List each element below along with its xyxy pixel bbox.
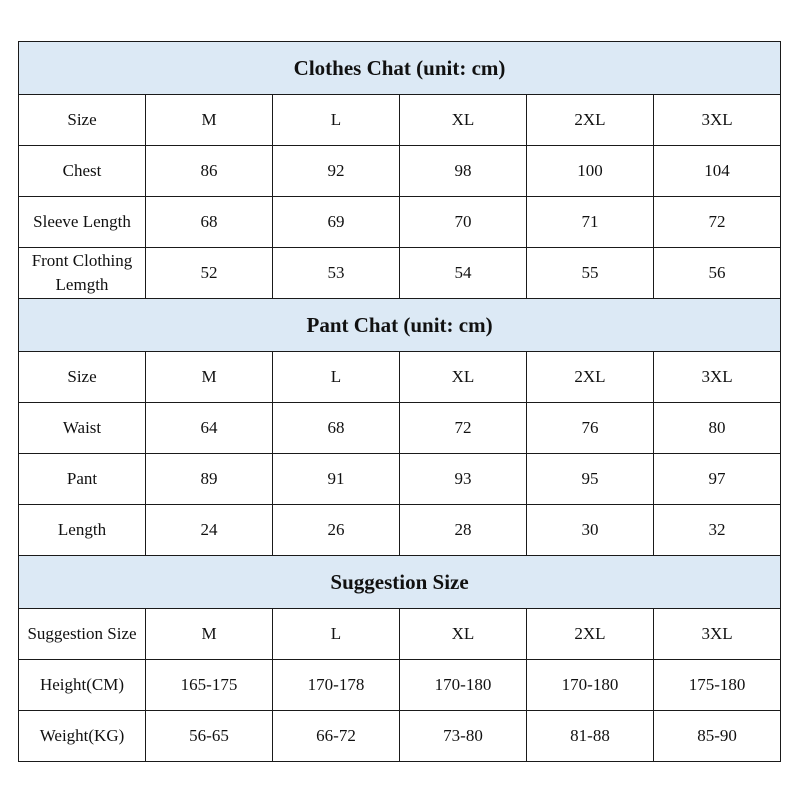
table-cell: 100 <box>527 146 654 197</box>
table-cell: 3XL <box>654 609 781 660</box>
table-cell: 24 <box>146 505 273 556</box>
table-row-waist <box>19 403 781 454</box>
table-cell: L <box>273 352 400 403</box>
table-cell: 68 <box>273 403 400 454</box>
table-cell: XL <box>400 609 527 660</box>
table-row-suggestion-size <box>19 609 781 660</box>
table-cell: 93 <box>400 454 527 505</box>
table-cell: 175-180 <box>654 660 781 711</box>
table-cell: 56-65 <box>146 711 273 762</box>
table-cell: 81-88 <box>527 711 654 762</box>
table-cell: 86 <box>146 146 273 197</box>
table-cell: M <box>146 352 273 403</box>
section-header-row <box>19 299 781 352</box>
row-label: Pant <box>19 454 146 505</box>
row-label: Size <box>19 95 146 146</box>
table-cell: 170-180 <box>400 660 527 711</box>
table-cell: 76 <box>527 403 654 454</box>
table-cell: 28 <box>400 505 527 556</box>
section-title: Clothes Chat (unit: cm) <box>19 42 781 95</box>
table-cell: 98 <box>400 146 527 197</box>
row-label: Sleeve Length <box>19 197 146 248</box>
table-cell: 72 <box>400 403 527 454</box>
row-label: Suggestion Size <box>19 609 146 660</box>
table-cell: 55 <box>527 248 654 299</box>
row-label: Chest <box>19 146 146 197</box>
section-header-row <box>19 556 781 609</box>
size-chart-body <box>19 42 781 762</box>
row-label: Weight(KG) <box>19 711 146 762</box>
table-row-front-clothing-lemgth <box>19 248 781 299</box>
table-row-height <box>19 660 781 711</box>
table-cell: 89 <box>146 454 273 505</box>
table-cell: 54 <box>400 248 527 299</box>
table-cell: 2XL <box>527 95 654 146</box>
table-cell: 53 <box>273 248 400 299</box>
table-cell: 32 <box>654 505 781 556</box>
table-cell: 66-72 <box>273 711 400 762</box>
table-cell: 69 <box>273 197 400 248</box>
table-cell: 70 <box>400 197 527 248</box>
table-row-size <box>19 352 781 403</box>
section-title: Pant Chat (unit: cm) <box>19 299 781 352</box>
table-cell: 30 <box>527 505 654 556</box>
row-label: Height(CM) <box>19 660 146 711</box>
table-cell: 104 <box>654 146 781 197</box>
table-cell: 26 <box>273 505 400 556</box>
table-cell: 3XL <box>654 95 781 146</box>
table-row-sleeve-length <box>19 197 781 248</box>
table-cell: 97 <box>654 454 781 505</box>
table-cell: 92 <box>273 146 400 197</box>
table-cell: 72 <box>654 197 781 248</box>
row-label: Length <box>19 505 146 556</box>
table-cell: 85-90 <box>654 711 781 762</box>
section-title: Suggestion Size <box>19 556 781 609</box>
row-label: Waist <box>19 403 146 454</box>
table-cell: 3XL <box>654 352 781 403</box>
table-cell: 52 <box>146 248 273 299</box>
table-cell: 80 <box>654 403 781 454</box>
table-row-length <box>19 505 781 556</box>
table-cell: 91 <box>273 454 400 505</box>
row-label: Size <box>19 352 146 403</box>
table-cell: 165-175 <box>146 660 273 711</box>
table-cell: L <box>273 609 400 660</box>
table-row-chest <box>19 146 781 197</box>
size-chart-table <box>18 41 781 762</box>
table-row-weight <box>19 711 781 762</box>
table-cell: 68 <box>146 197 273 248</box>
table-cell: M <box>146 609 273 660</box>
table-cell: 170-178 <box>273 660 400 711</box>
table-cell: XL <box>400 95 527 146</box>
table-row-pant <box>19 454 781 505</box>
table-cell: 95 <box>527 454 654 505</box>
row-label: Front Clothing Lemgth <box>19 248 146 299</box>
table-cell: 2XL <box>527 352 654 403</box>
table-cell: M <box>146 95 273 146</box>
table-cell: 73-80 <box>400 711 527 762</box>
table-cell: XL <box>400 352 527 403</box>
table-cell: 170-180 <box>527 660 654 711</box>
table-cell: 56 <box>654 248 781 299</box>
table-cell: 71 <box>527 197 654 248</box>
section-header-row <box>19 42 781 95</box>
table-cell: L <box>273 95 400 146</box>
table-cell: 64 <box>146 403 273 454</box>
table-cell: 2XL <box>527 609 654 660</box>
table-row-size <box>19 95 781 146</box>
